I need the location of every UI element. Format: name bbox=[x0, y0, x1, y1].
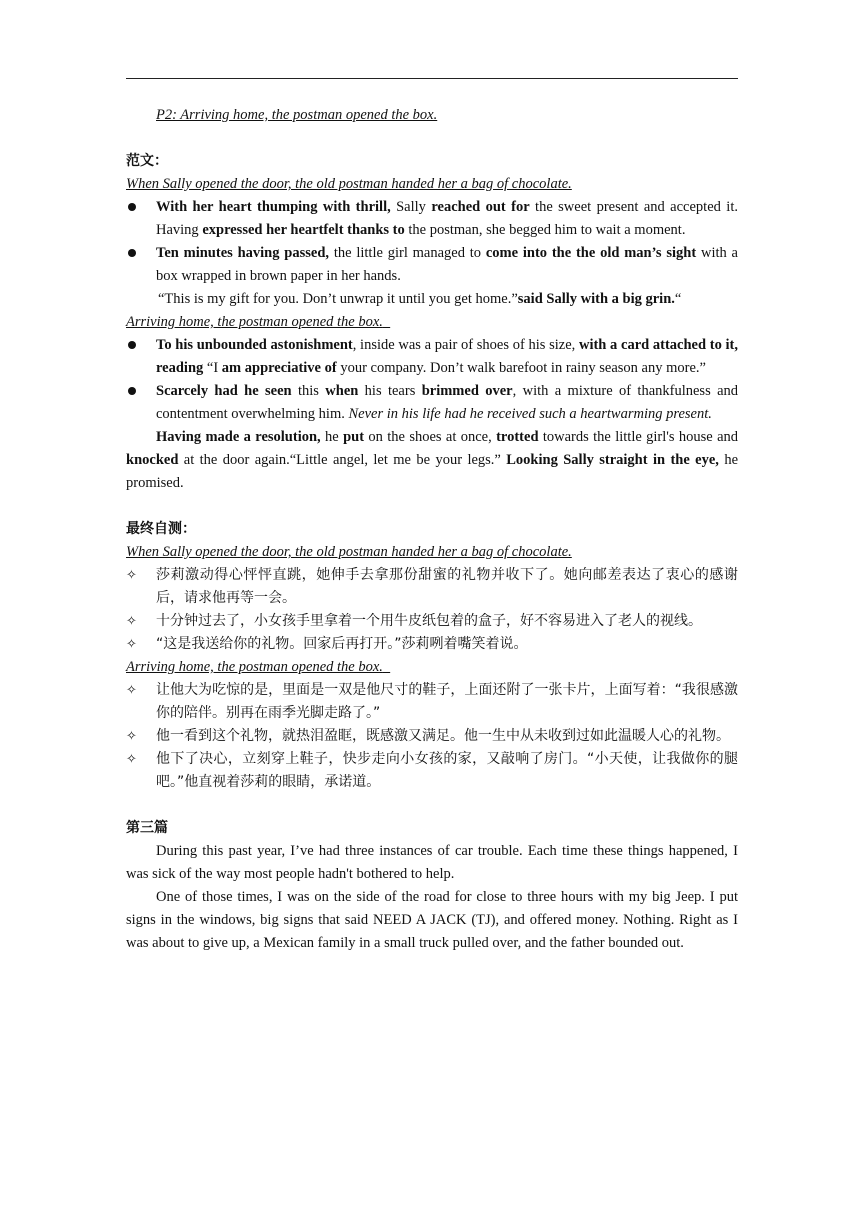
section3-heading: 第三篇 bbox=[126, 820, 168, 836]
section3-paragraph-2: One of those times, I was on the side of the road for close to three hours with my big Jeep. I put signs in the windows, big signs that said NEED A JACK (TJ), and offered money. Nothing. Right as I was about to give up, a Mexican family in a small truck pulled over, and the father bounded out. bbox=[126, 889, 738, 951]
zh-item-4: ✧ 让他大为吃惊的是，里面是一双是他尺寸的鞋子，上面还附了一张卡片，上面写着：“我很感激你的陪伴。别再在雨季光脚走路了。” bbox=[126, 679, 738, 725]
model-second-line: Arriving home, the postman opened the box. bbox=[126, 314, 383, 330]
zh-item-2: ✧ 十分钟过去了，小女孩手里拿着一个用牛皮纸包着的盒子，好不容易进入了老人的视线。 bbox=[126, 610, 738, 633]
diamond-bullet-icon: ✧ bbox=[126, 614, 137, 629]
section3-paragraph-1: During this past year, I’ve had three instances of car trouble. Each time these things happened, I was sick of the way most people hadn't bothered to help. bbox=[126, 843, 738, 882]
diamond-bullet-icon: ✧ bbox=[126, 729, 137, 744]
document-body bbox=[126, 104, 738, 955]
diamond-bullet-icon: ✧ bbox=[126, 683, 137, 698]
zh-item-3: ✧ “这是我送给你的礼物。回家后再打开。”莎莉咧着嘴笑着说。 bbox=[126, 633, 738, 656]
model-bullet-2: Ten minutes having passed, the little girl managed to come into the the old man’s sight with a box wrapped in brown paper in her hands. bbox=[156, 245, 738, 284]
zh-item-6: ✧ 他下了决心，立刻穿上鞋子，快步走向小女孩的家，又敲响了房门。“小天使，让我做你的腿吧。”他直视着莎莉的眼睛，承诺道。 bbox=[126, 748, 738, 794]
p2-prompt: P2: Arriving home, the postman opened the box. bbox=[156, 107, 438, 123]
diamond-bullet-icon: ✧ bbox=[126, 752, 137, 767]
model-bullet-1: With her heart thumping with thrill, Sally reached out for the sweet present and accepted it. Having expressed her heartfelt thanks to the postman, she begged him to wait a moment. bbox=[156, 199, 738, 238]
test-heading: 最终自测： bbox=[126, 521, 196, 537]
test-opening-line: When Sally opened the door, the old postman handed her a bag of chocolate. bbox=[126, 544, 572, 560]
model-bullet-4: Scarcely had he seen this when his tears brimmed over, with a mixture of thankfulness and contentment overwhelming him. Never in his life had he received such a heartwarming present. bbox=[156, 383, 739, 422]
header-rule bbox=[126, 78, 738, 79]
model-final-paragraph: Having made a resolution, he put on the shoes at once, trotted towards the little girl's house and knocked at the door again.“Little angel, let me be your legs.” Looking Sally straight in the eye, he promised. bbox=[126, 429, 739, 491]
zh-item-5: ✧ 他一看到这个礼物，就热泪盈眶，既感激又满足。他一生中从未收到过如此温暖人心的礼物。 bbox=[126, 725, 738, 748]
model-opening-line: When Sally opened the door, the old postman handed her a bag of chocolate. bbox=[126, 176, 572, 192]
model-heading: 范文： bbox=[126, 153, 168, 169]
spacer bbox=[126, 495, 738, 518]
spacer bbox=[126, 127, 738, 150]
diamond-bullet-icon: ✧ bbox=[126, 568, 137, 583]
zh-item-1: ✧ 莎莉激动得心怦怦直跳，她伸手去拿那份甜蜜的礼物并收下了。她向邮差表达了衷心的感谢后，请求他再等一会。 bbox=[126, 564, 738, 610]
model-bullet-3: To his unbounded astonishment, inside was a pair of shoes of his size, with a card attached to it, reading “I am appreciative of your company. Don’t walk barefoot in rainy season any more.” bbox=[156, 337, 739, 376]
model-quote: “This is my gift for you. Don’t unwrap it until you get home.”said Sally with a big grin.“ bbox=[158, 291, 682, 307]
diamond-bullet-icon: ✧ bbox=[126, 637, 137, 652]
spacer bbox=[126, 794, 738, 817]
test-second-line: Arriving home, the postman opened the box. bbox=[126, 659, 383, 675]
